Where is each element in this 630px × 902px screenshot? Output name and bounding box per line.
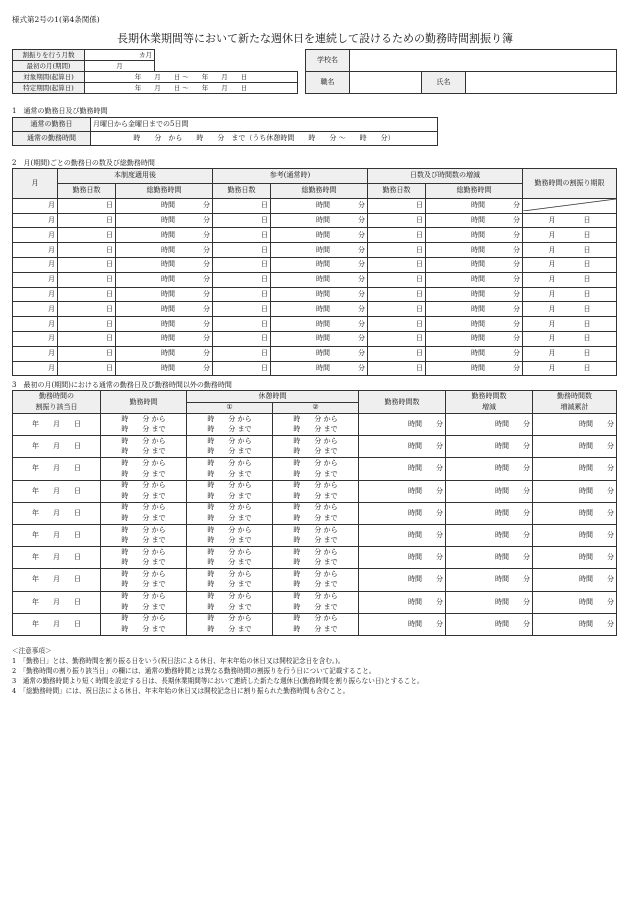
col-difference: 日数及び時間数の増減	[368, 169, 523, 184]
notes	[12, 646, 618, 696]
work-hours-cell[interactable]: 時間 分	[359, 547, 446, 569]
hours-cell[interactable]: 時間 分	[116, 257, 213, 272]
position-field[interactable]	[350, 72, 422, 94]
break2-cell[interactable]: 時 分 から 時 分 まで	[273, 569, 359, 591]
school-field[interactable]	[350, 50, 617, 72]
break1-cell[interactable]: 時 分 から 時 分 まで	[187, 458, 273, 480]
col-hours: 総勤務時間	[426, 183, 523, 198]
first-month-label: 最初の月(期間)	[13, 61, 85, 72]
col-break: 休憩時間	[187, 391, 359, 403]
days-cell[interactable]: 日	[368, 228, 426, 243]
table-row	[13, 257, 617, 272]
hours-cell[interactable]: 時間 分	[116, 317, 213, 332]
days-cell[interactable]: 日	[368, 272, 426, 287]
days-cell[interactable]: 日	[213, 272, 271, 287]
month-cell[interactable]: 月	[13, 287, 58, 302]
change-cell[interactable]: 時間 分	[446, 458, 533, 480]
col-work-time: 勤務時間	[101, 391, 187, 414]
name-label: 氏名	[422, 72, 466, 94]
work-time-cell[interactable]: 時 分 から 時 分 まで	[101, 436, 187, 458]
hours-cell[interactable]: 時間 分	[271, 272, 368, 287]
col-break-2: ②	[273, 402, 359, 414]
change-cell[interactable]: 時間 分	[446, 414, 533, 436]
break2-cell[interactable]: 時 分 から 時 分 まで	[273, 414, 359, 436]
deadline-cell[interactable]: 月 日	[523, 213, 617, 228]
note-4: 4 「総勤務時間」には、祝日法による休日、年末年始の休日又は開校記念日に割り振られた勤務時間も含むこと。	[12, 687, 350, 695]
position-label: 職名	[306, 72, 350, 94]
date-cell[interactable]: 年 月 日	[13, 547, 101, 569]
col-reference: 参考(通常時)	[213, 169, 368, 184]
days-cell[interactable]: 日	[58, 302, 116, 317]
date-cell[interactable]: 年 月 日	[13, 613, 101, 635]
diagonal-line	[523, 199, 616, 211]
break2-cell[interactable]: 時 分 から 時 分 まで	[273, 436, 359, 458]
date-cell[interactable]: 年 月 日	[13, 458, 101, 480]
hours-cell[interactable]: 時間 分	[271, 213, 368, 228]
section2-heading: 2 月(期間)ごとの勤務日の数及び総勤務時間	[12, 159, 155, 167]
break1-cell[interactable]: 時 分 から 時 分 まで	[187, 613, 273, 635]
months-label: 割振りを行う月数	[13, 50, 85, 61]
cumulative-cell[interactable]: 時間 分	[533, 569, 617, 591]
break1-cell[interactable]: 時 分 から 時 分 まで	[187, 480, 273, 502]
work-time-cell[interactable]: 時 分 から 時 分 まで	[101, 414, 187, 436]
col-change: 勤務時間数	[471, 391, 507, 400]
col-break-1: ①	[187, 402, 273, 414]
hours-cell[interactable]: 時間 分	[426, 213, 523, 228]
table-row	[13, 302, 617, 317]
deadline-cell[interactable]	[523, 198, 617, 213]
days-cell[interactable]: 日	[58, 213, 116, 228]
note-3: 3 通常の勤務時間より短く時間を設定する日は、長期休業期間等において連続した新たな週休日(勤務時間を割り振らない日)とすること。	[12, 677, 424, 685]
month-cell[interactable]: 月	[13, 213, 58, 228]
page-title: 長期休業期間等において新たな週休日を連続して設けるための勤務時間割振り簿	[117, 32, 513, 45]
days-cell[interactable]: 日	[213, 243, 271, 258]
note-2: 2 「勤務時間の割り振り該当日」の欄には、通常の勤務時間とは異なる勤務時間の割振りを行う日について記載すること。	[12, 667, 376, 675]
hours-cell[interactable]: 時間 分	[271, 361, 368, 376]
specific-period-label: 特定期間(起算日)	[13, 83, 85, 94]
monthly-table	[12, 168, 617, 376]
month-cell[interactable]: 月	[13, 272, 58, 287]
col-hours: 総勤務時間	[271, 183, 368, 198]
hours-cell[interactable]: 時間 分	[271, 257, 368, 272]
hours-cell[interactable]: 時間 分	[426, 257, 523, 272]
table-row	[13, 331, 617, 346]
month-cell[interactable]: 月	[13, 257, 58, 272]
hours-cell[interactable]: 時間 分	[426, 331, 523, 346]
month-cell[interactable]: 月	[13, 361, 58, 376]
break1-cell[interactable]: 時 分 から 時 分 まで	[187, 591, 273, 613]
hours-cell[interactable]: 時間 分	[116, 213, 213, 228]
deadline-cell[interactable]: 月 日	[523, 228, 617, 243]
deadline-cell[interactable]: 月 日	[523, 317, 617, 332]
target-period-field[interactable]: 年 月 日 〜 年 月 日	[85, 72, 298, 83]
date-cell[interactable]: 年 月 日	[13, 569, 101, 591]
hours-cell[interactable]: 時間 分	[426, 346, 523, 361]
deadline-cell[interactable]: 月 日	[523, 346, 617, 361]
days-cell[interactable]: 日	[213, 331, 271, 346]
table-row	[13, 317, 617, 332]
hours-cell[interactable]: 時間 分	[426, 317, 523, 332]
break1-cell[interactable]: 時 分 から 時 分 まで	[187, 569, 273, 591]
change-cell[interactable]: 時間 分	[446, 524, 533, 546]
hours-cell[interactable]: 時間 分	[426, 243, 523, 258]
hours-cell[interactable]: 時間 分	[116, 331, 213, 346]
days-cell[interactable]: 日	[368, 346, 426, 361]
work-time-cell[interactable]: 時 分 から 時 分 まで	[101, 569, 187, 591]
col-date-sub: 割振り該当日	[35, 402, 78, 411]
days-cell[interactable]: 日	[58, 272, 116, 287]
table-row	[13, 480, 617, 502]
hours-cell[interactable]: 時間 分	[271, 317, 368, 332]
break2-cell[interactable]: 時 分 から 時 分 まで	[273, 613, 359, 635]
normal-day-value: 月曜日から金曜日までの5日間	[91, 118, 438, 132]
days-cell[interactable]: 日	[368, 213, 426, 228]
days-cell[interactable]: 日	[58, 317, 116, 332]
table-row	[13, 613, 617, 635]
days-cell[interactable]: 日	[213, 287, 271, 302]
cumulative-cell[interactable]: 時間 分	[533, 502, 617, 524]
hours-cell[interactable]: 時間 分	[116, 228, 213, 243]
section3-heading: 3 最初の月(期間)における通常の勤務日及び勤務時間以外の勤務時間	[12, 381, 232, 389]
table-row	[13, 458, 617, 480]
work-hours-cell[interactable]: 時間 分	[359, 414, 446, 436]
col-hours: 総勤務時間	[116, 183, 213, 198]
table-row	[13, 591, 617, 613]
days-cell[interactable]: 日	[58, 243, 116, 258]
deadline-cell[interactable]: 月 日	[523, 272, 617, 287]
target-period-label: 対象期間(起算日)	[13, 72, 85, 83]
table-row	[13, 287, 617, 302]
break2-cell[interactable]: 時 分 から 時 分 まで	[273, 480, 359, 502]
deadline-cell[interactable]: 月 日	[523, 243, 617, 258]
deadline-cell[interactable]: 月 日	[523, 361, 617, 376]
break2-cell[interactable]: 時 分 から 時 分 まで	[273, 524, 359, 546]
days-cell[interactable]: 日	[368, 302, 426, 317]
deadline-cell[interactable]: 月 日	[523, 287, 617, 302]
cumulative-cell[interactable]: 時間 分	[533, 480, 617, 502]
hours-cell[interactable]: 時間 分	[116, 198, 213, 213]
hours-cell[interactable]: 時間 分	[271, 228, 368, 243]
month-cell[interactable]: 月	[13, 346, 58, 361]
change-cell[interactable]: 時間 分	[446, 591, 533, 613]
break2-cell[interactable]: 時 分 から 時 分 まで	[273, 458, 359, 480]
table-row	[13, 547, 617, 569]
table-row	[13, 346, 617, 361]
col-cumulative: 勤務時間数	[557, 391, 592, 400]
months-field[interactable]: カ月	[85, 50, 155, 61]
table-row	[13, 569, 617, 591]
cumulative-cell[interactable]: 時間 分	[533, 414, 617, 436]
days-cell[interactable]: 日	[213, 198, 271, 213]
break1-cell[interactable]: 時 分 から 時 分 まで	[187, 436, 273, 458]
change-cell[interactable]: 時間 分	[446, 547, 533, 569]
cumulative-cell[interactable]: 時間 分	[533, 524, 617, 546]
date-cell[interactable]: 年 月 日	[13, 524, 101, 546]
col-days: 勤務日数	[213, 183, 271, 198]
table-row	[13, 243, 617, 258]
days-cell[interactable]: 日	[213, 257, 271, 272]
deadline-cell[interactable]: 月 日	[523, 302, 617, 317]
month-cell[interactable]: 月	[13, 317, 58, 332]
days-cell[interactable]: 日	[213, 302, 271, 317]
break2-cell[interactable]: 時 分 から 時 分 まで	[273, 591, 359, 613]
date-cell[interactable]: 年 月 日	[13, 436, 101, 458]
table-row	[13, 524, 617, 546]
days-cell[interactable]: 日	[58, 257, 116, 272]
change-cell[interactable]: 時間 分	[446, 613, 533, 635]
deadline-cell[interactable]: 月 日	[523, 257, 617, 272]
work-hours-cell[interactable]: 時間 分	[359, 502, 446, 524]
date-cell[interactable]: 年 月 日	[13, 591, 101, 613]
days-cell[interactable]: 日	[213, 213, 271, 228]
hours-cell[interactable]: 時間 分	[426, 228, 523, 243]
deadline-cell[interactable]: 月 日	[523, 331, 617, 346]
month-cell[interactable]: 月	[13, 302, 58, 317]
hours-cell[interactable]: 時間 分	[271, 287, 368, 302]
days-cell[interactable]: 日	[368, 331, 426, 346]
hours-cell[interactable]: 時間 分	[116, 272, 213, 287]
hours-cell[interactable]: 時間 分	[116, 302, 213, 317]
table-row	[13, 361, 617, 376]
days-cell[interactable]: 日	[213, 228, 271, 243]
month-cell[interactable]: 月	[13, 228, 58, 243]
change-cell[interactable]: 時間 分	[446, 436, 533, 458]
month-cell[interactable]: 月	[13, 198, 58, 213]
date-cell[interactable]: 年 月 日	[13, 480, 101, 502]
hours-cell[interactable]: 時間 分	[116, 243, 213, 258]
notes-heading: ＜注意事項＞	[12, 647, 52, 655]
change-cell[interactable]: 時間 分	[446, 480, 533, 502]
work-hours-cell[interactable]: 時間 分	[359, 524, 446, 546]
days-cell[interactable]: 日	[58, 287, 116, 302]
month-cell[interactable]: 月	[13, 243, 58, 258]
normal-time-label: 通常の勤務時間	[13, 132, 91, 146]
section1-table	[12, 117, 438, 146]
days-cell[interactable]: 日	[58, 361, 116, 376]
info-table	[12, 49, 298, 94]
days-cell[interactable]: 日	[368, 198, 426, 213]
cumulative-cell[interactable]: 時間 分	[533, 591, 617, 613]
days-cell[interactable]: 日	[58, 331, 116, 346]
cumulative-cell[interactable]: 時間 分	[533, 613, 617, 635]
table-row	[13, 414, 617, 436]
work-hours-cell[interactable]: 時間 分	[359, 591, 446, 613]
days-cell[interactable]: 日	[58, 198, 116, 213]
work-hours-cell[interactable]: 時間 分	[359, 436, 446, 458]
days-cell[interactable]: 日	[368, 287, 426, 302]
hours-cell[interactable]: 時間 分	[426, 361, 523, 376]
break1-cell[interactable]: 時 分 から 時 分 まで	[187, 502, 273, 524]
col-days: 勤務日数	[368, 183, 426, 198]
hours-cell[interactable]: 時間 分	[116, 287, 213, 302]
work-time-cell[interactable]: 時 分 から 時 分 まで	[101, 547, 187, 569]
school-label: 学校名	[306, 50, 350, 72]
date-cell[interactable]: 年 月 日	[13, 502, 101, 524]
specific-period-field[interactable]: 年 月 日 〜 年 月 日	[85, 83, 298, 94]
col-work-hours: 勤務時間数	[359, 391, 446, 414]
days-cell[interactable]: 日	[368, 317, 426, 332]
work-hours-cell[interactable]: 時間 分	[359, 569, 446, 591]
work-time-cell[interactable]: 時 分 から 時 分 まで	[101, 613, 187, 635]
days-cell[interactable]: 日	[213, 361, 271, 376]
days-cell[interactable]: 日	[213, 317, 271, 332]
col-change-sub: 増減	[482, 402, 496, 411]
hours-cell[interactable]: 時間 分	[426, 287, 523, 302]
hours-cell[interactable]: 時間 分	[271, 198, 368, 213]
col-month: 月	[13, 169, 58, 199]
days-cell[interactable]: 日	[58, 346, 116, 361]
break1-cell[interactable]: 時 分 から 時 分 まで	[187, 524, 273, 546]
work-time-cell[interactable]: 時 分 から 時 分 まで	[101, 591, 187, 613]
hours-cell[interactable]: 時間 分	[116, 361, 213, 376]
hours-cell[interactable]: 時間 分	[271, 331, 368, 346]
school-table	[305, 49, 617, 94]
break1-cell[interactable]: 時 分 から 時 分 まで	[187, 547, 273, 569]
work-hours-cell[interactable]: 時間 分	[359, 480, 446, 502]
cumulative-cell[interactable]: 時間 分	[533, 436, 617, 458]
note-1: 1 「勤務日」とは、勤務時間を割り振る日をいう(祝日法による休日、年末年始の休日又は開校記念日を含む。)。	[12, 657, 345, 665]
col-new-system: 本制度適用後	[58, 169, 213, 184]
days-cell[interactable]: 日	[213, 346, 271, 361]
first-month-field[interactable]: 月	[85, 61, 155, 72]
table-row	[13, 198, 617, 213]
col-cumulative-sub: 増減累計	[560, 402, 589, 411]
work-hours-cell[interactable]: 時間 分	[359, 458, 446, 480]
month-cell[interactable]: 月	[13, 331, 58, 346]
work-time-cell[interactable]: 時 分 から 時 分 まで	[101, 524, 187, 546]
days-cell[interactable]: 日	[58, 228, 116, 243]
hours-cell[interactable]: 時間 分	[426, 302, 523, 317]
hours-cell[interactable]: 時間 分	[271, 346, 368, 361]
table-row	[13, 502, 617, 524]
normal-day-label: 通常の勤務日	[13, 118, 91, 132]
schedule-table	[12, 390, 617, 636]
col-date: 勤務時間の	[39, 391, 74, 400]
table-row	[13, 228, 617, 243]
col-deadline: 勤務時間の割振り期限	[523, 169, 617, 199]
hours-cell[interactable]: 時間 分	[426, 272, 523, 287]
hours-cell[interactable]: 時間 分	[271, 302, 368, 317]
work-hours-cell[interactable]: 時間 分	[359, 613, 446, 635]
hours-cell[interactable]: 時間 分	[116, 346, 213, 361]
change-cell[interactable]: 時間 分	[446, 502, 533, 524]
table-row	[13, 272, 617, 287]
cumulative-cell[interactable]: 時間 分	[533, 458, 617, 480]
table-row	[13, 436, 617, 458]
work-time-cell[interactable]: 時 分 から 時 分 まで	[101, 458, 187, 480]
work-time-cell[interactable]: 時 分 から 時 分 まで	[101, 502, 187, 524]
days-cell[interactable]: 日	[368, 257, 426, 272]
hours-cell[interactable]: 時間 分	[271, 243, 368, 258]
break1-cell[interactable]: 時 分 から 時 分 まで	[187, 414, 273, 436]
hours-cell[interactable]: 時間 分	[426, 198, 523, 213]
section1-heading: 1 通常の勤務日及び勤務時間	[12, 107, 108, 115]
normal-time-field[interactable]: 時 分 から 時 分 まで（うち休憩時間 時 分 〜 時 分）	[91, 132, 438, 146]
cumulative-cell[interactable]: 時間 分	[533, 547, 617, 569]
date-cell[interactable]: 年 月 日	[13, 414, 101, 436]
col-days: 勤務日数	[58, 183, 116, 198]
days-cell[interactable]: 日	[368, 361, 426, 376]
name-field[interactable]	[466, 72, 617, 94]
break2-cell[interactable]: 時 分 から 時 分 まで	[273, 502, 359, 524]
break2-cell[interactable]: 時 分 から 時 分 まで	[273, 547, 359, 569]
days-cell[interactable]: 日	[368, 243, 426, 258]
table-row	[13, 213, 617, 228]
work-time-cell[interactable]: 時 分 から 時 分 まで	[101, 480, 187, 502]
form-label: 様式第2号の1(第4条関係)	[12, 15, 100, 24]
change-cell[interactable]: 時間 分	[446, 569, 533, 591]
